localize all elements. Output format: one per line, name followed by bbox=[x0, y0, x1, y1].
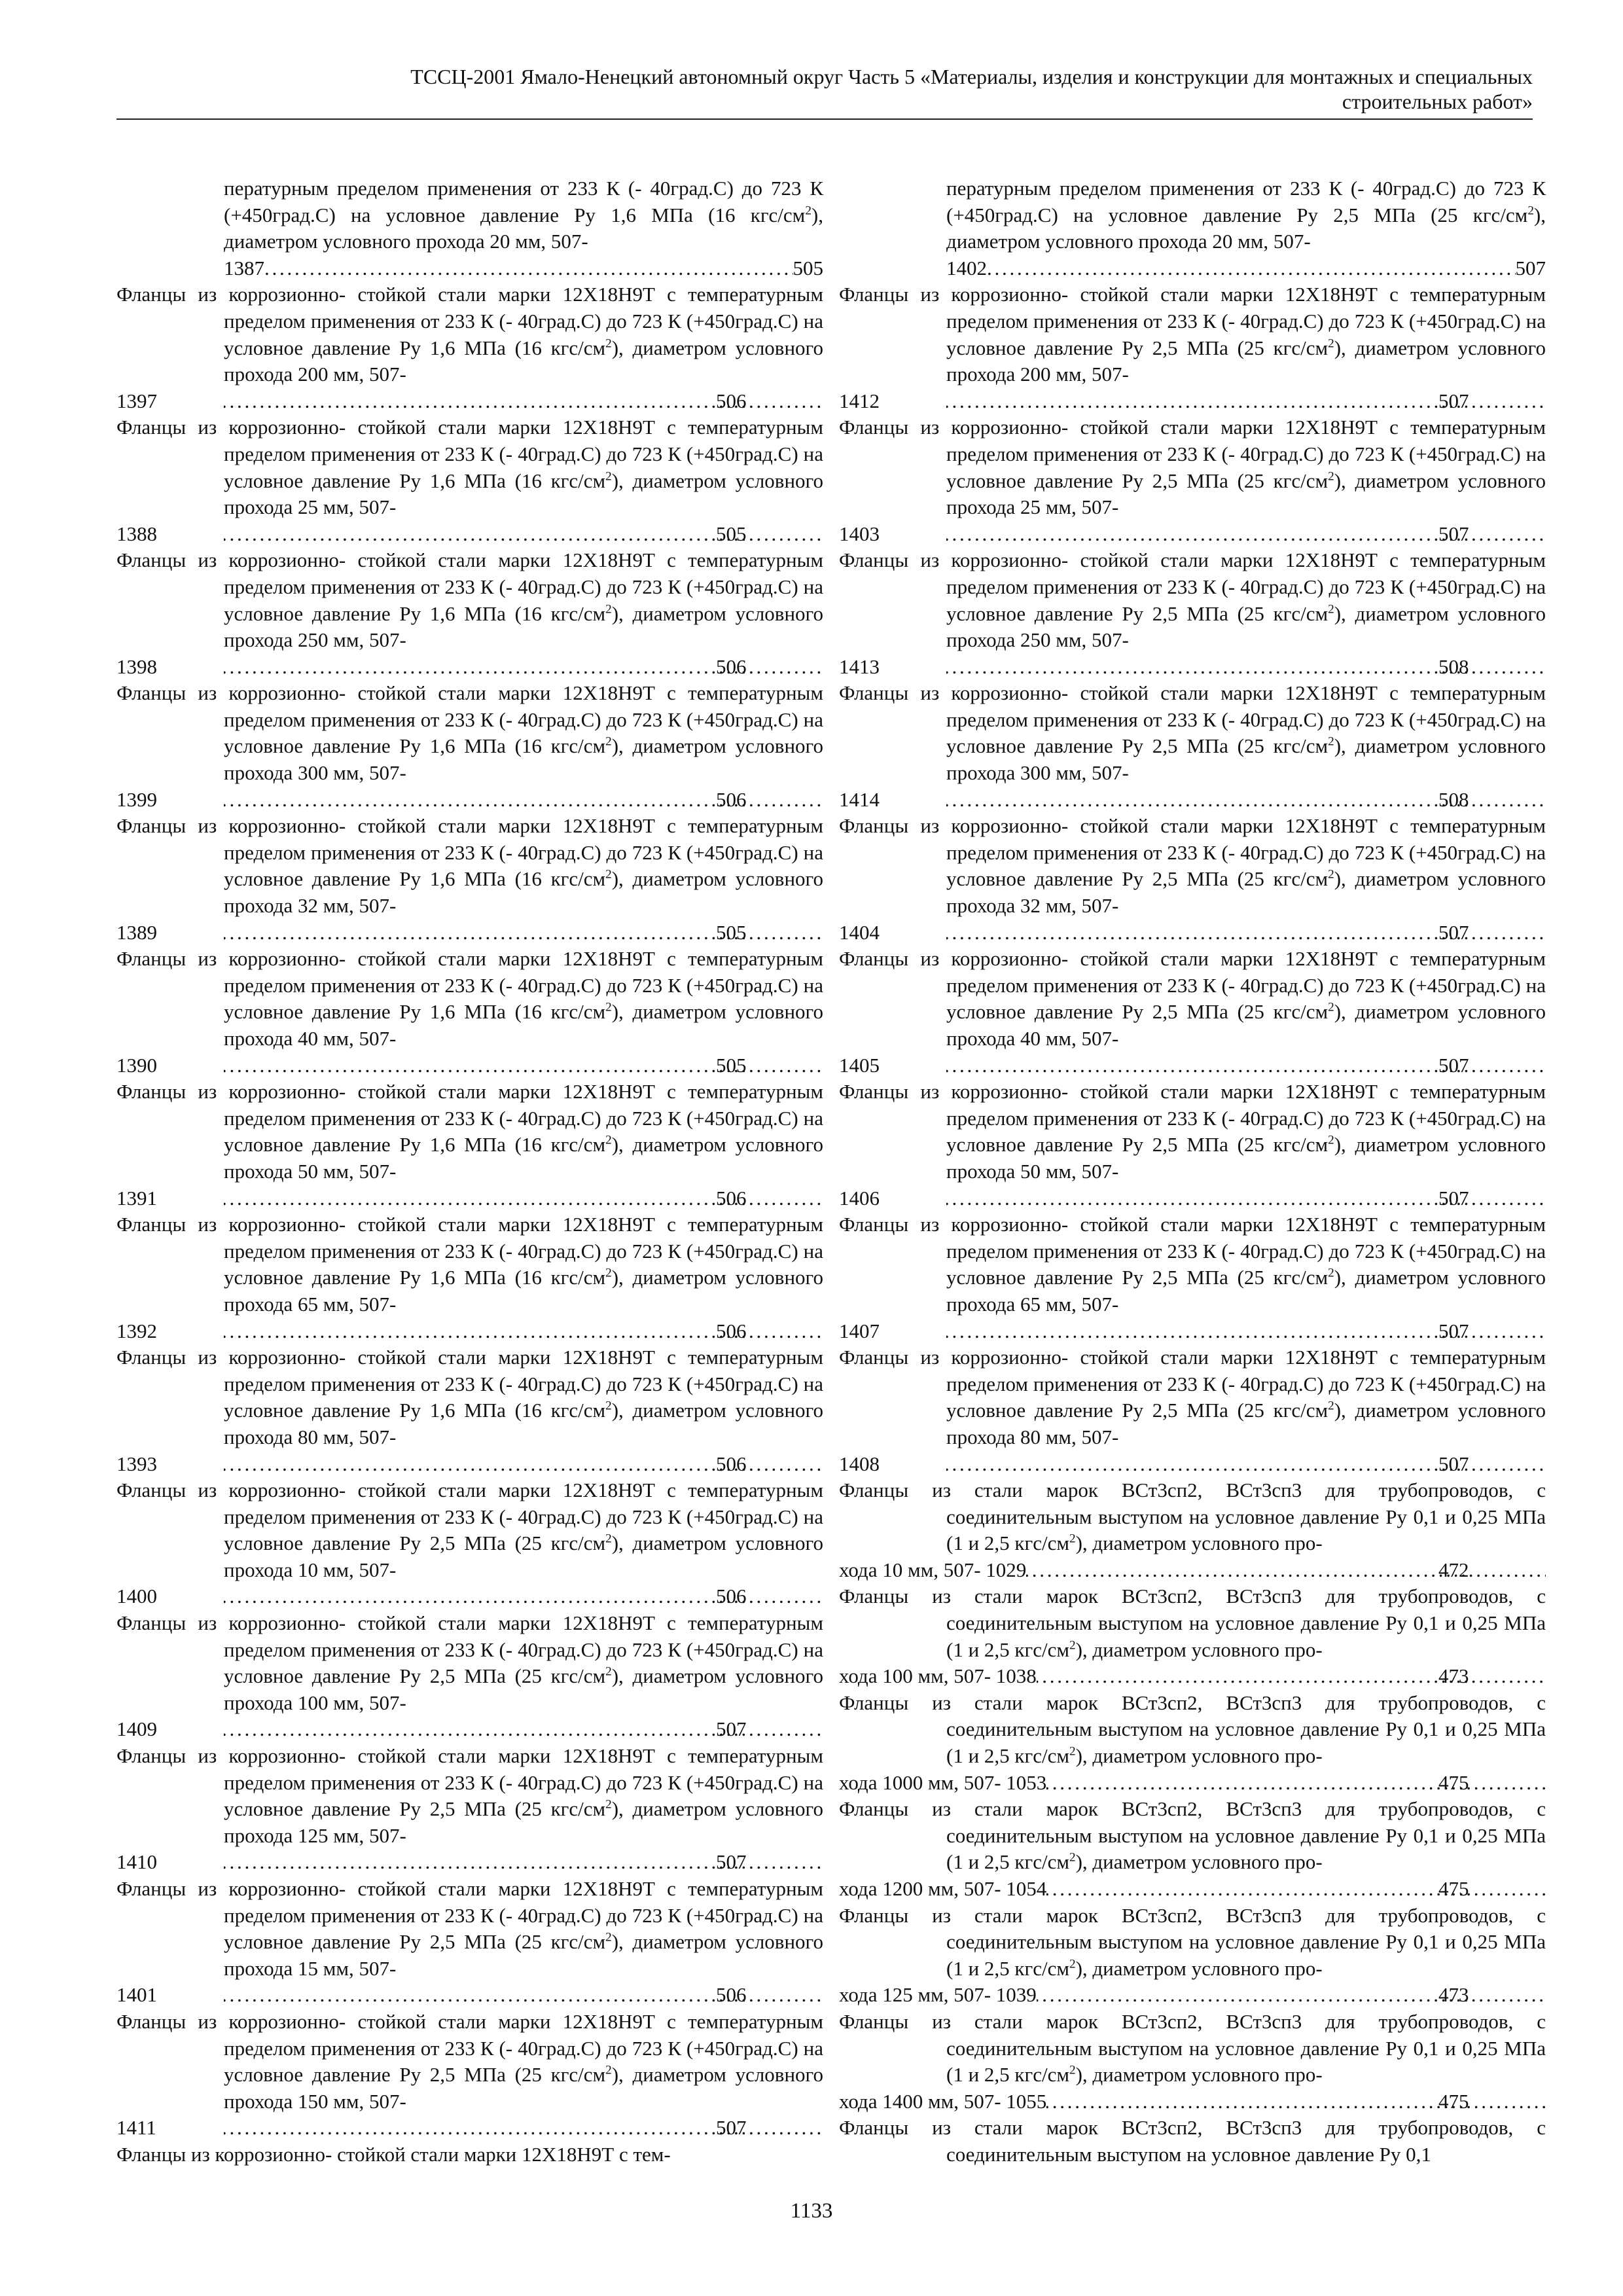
index-entry: Фланцы из коррозионно- стойкой стали марки 12Х18Н9Т с температурным пределом применения от 233 К (- 40град.С) до 723 К (+450град.С) на условное давление Ру 1,6 МПа (16 кгс/$см^2$), диаметром условного прохода 200 мм, 507- 1397 . . . 506 bbox=[116, 281, 823, 414]
index-entry-code: хода 100 мм, 507- 1038 bbox=[839, 1664, 1037, 1688]
page-header bbox=[116, 64, 1533, 114]
index-entry-text: Фланцы из коррозионно- стойкой стали марки 12Х18Н9Т с температурным пределом применения от 233 К (- 40град.С) до 723 К (+450град.С) на условное давление Ру 2,5 МПа (25 кгс/$см^2$), диаметром условного прохода 65 мм, 507- bbox=[839, 1213, 1546, 1316]
index-entry: Фланцы из коррозионно- стойкой стали марки 12Х18Н9Т с температурным пределом применения от 233 К (- 40град.С) до 723 К (+450град.С) на условное давление Ру 2,5 МПа (25 кгс/$см^2$), диаметром условного прохода 250 мм, 507- 1413 . . . 508 bbox=[839, 547, 1546, 680]
index-entry bbox=[839, 2115, 1546, 2168]
dot-leader bbox=[1046, 1876, 1546, 1903]
index-column-right bbox=[839, 175, 1546, 2168]
index-entry: Фланцы из коррозионно- стойкой стали марки 12Х18Н9Т с температурным пределом применения от 233 К (- 40град.С) до 723 К (+450град.С) на условное давление Ру 1,6 МПа (16 кгс/$см^2$), диаметром условного прохода 50 мм, 507- 1391 . . . 506 bbox=[116, 1079, 823, 1211]
dot-leader bbox=[264, 255, 793, 282]
index-entry-text: Фланцы из коррозионно- стойкой стали марки 12Х18Н9Т с температурным пределом применения от 233 К (- 40град.С) до 723 К (+450град.С) на условное давление Ру 2,5 МПа (25 кгс/$см^2$), диаметром условного прохода 300 мм, 507- bbox=[839, 681, 1546, 785]
index-entry: Фланцы из стали марок ВСт3сп2, ВСт3сп3 для трубопроводов, с соединительным выступом на условное давление Ру 0,1 и 0,25 МПа (1 и 2,5 кгс/$см^2$), диаметром условного про- хода 1000 мм, 507- 1053 . . . 475 bbox=[839, 1690, 1546, 1796]
header-title-line-2: строительных работ» bbox=[1342, 90, 1533, 113]
index-entry-text: Фланцы из коррозионно- стойкой стали марки 12Х18Н9Т с температурным пределом применения от 233 К (- 40град.С) до 723 К (+450град.С) на условное давление Ру 1,6 МПа (16 кгс/$см^2$), диаметром условного прохода 40 мм, 507- bbox=[116, 947, 823, 1050]
index-column-left bbox=[116, 175, 823, 2168]
index-entry: Фланцы из коррозионно- стойкой стали марки 12Х18Н9Т с температурным пределом применения от 233 К (- 40град.С) до 723 К (+450град.С) на условное давление Ру 2,5 МПа (25 кгс/$см^2$), диаметром условного прохода 32 мм, 507- 1404 . . . 507 bbox=[839, 813, 1546, 946]
index-entry-text: Фланцы из коррозионно- стойкой стали марки 12Х18Н9Т с температурным пределом применения от 233 К (- 40град.С) до 723 К (+450град.С) на условное давление Ру 2,5 МПа (25 кгс/$см^2$), диаметром условного прохода 125 мм, 507- bbox=[116, 1744, 823, 1847]
index-entry: Фланцы из коррозионно- стойкой стали марки 12Х18Н9Т с температурным пределом применения от 233 К (- 40град.С) до 723 К (+450град.С) на условное давление Ру 1,6 МПа (16 кгс/$см^2$), диаметром условного прохода 250 мм, 507- 1398 . . . 506 bbox=[116, 547, 823, 680]
dot-leader bbox=[1037, 1663, 1546, 1690]
index-entry-text: Фланцы из коррозионно- стойкой стали марки 12Х18Н9Т с тем- bbox=[116, 2142, 671, 2166]
index-entry-text: Фланцы из стали марок ВСт3сп2, ВСт3сп3 для трубопроводов, с соединительным выступом на условное давление Ру 0,1 и 0,25 МПа (1 и 2,5 кгс/$см^2$), диаметром условного про- bbox=[839, 1691, 1546, 1768]
dot-leader bbox=[1037, 1982, 1546, 2009]
index-entry-text: Фланцы из коррозионно- стойкой стали марки 12Х18Н9Т с температурным пределом применения от 233 К (- 40град.С) до 723 К (+450град.С) на условное давление Ру 2,5 МПа (25 кгс/$см^2$), диаметром условного прохода 200 мм, 507- bbox=[839, 283, 1546, 386]
index-entry-text: Фланцы из коррозионно- стойкой стали марки 12Х18Н9Т с температурным пределом применения от 233 К (- 40град.С) до 723 К (+450град.С) на условное давление Ру 2,5 МПа (25 кгс/$см^2$), диаметром условного прохода 15 мм, 507- bbox=[116, 1877, 823, 1980]
index-entry: Фланцы из коррозионно- стойкой стали марки 12Х18Н9Т с температурным пределом применения от 233 К (- 40град.С) до 723 К (+450град.С) на условное давление Ру 1,6 МПа (16 кгс/$см^2$), диаметром условного прохода 25 мм, 507- 1388 . . . 505 bbox=[116, 414, 823, 547]
index-entry: Фланцы из коррозионно- стойкой стали марки 12Х18Н9Т с температурным пределом применения от 233 К (- 40град.С) до 723 К (+450град.С) на условное давление Ру 2,5 МПа (25 кгс/$см^2$), диаметром условного прохода 25 мм, 507- 1403 . . . 507 bbox=[839, 414, 1546, 547]
index-entry: Фланцы из коррозионно- стойкой стали марки 12Х18Н9Т с температурным пределом применения от 233 К (- 40град.С) до 723 К (+450град.С) на условное давление Ру 2,5 МПа (25 кгс/$см^2$), диаметром условного прохода 125 мм, 507- 1410 . . . 507 bbox=[116, 1743, 823, 1876]
index-entry-text: Фланцы из коррозионно- стойкой стали марки 12Х18Н9Т с температурным пределом применения от 233 К (- 40град.С) до 723 К (+450град.С) на условное давление Ру 1,6 МПа (16 кгс/$см^2$), диаметром условного прохода 25 мм, 507- bbox=[116, 416, 823, 519]
index-entry-text: Фланцы из коррозионно- стойкой стали марки 12Х18Н9Т с температурным пределом применения от 233 К (- 40град.С) до 723 К (+450град.С) на условное давление Ру 2,5 МПа (25 кгс/$см^2$), диаметром условного прохода 32 мм, 507- bbox=[839, 814, 1546, 918]
index-entry-code: 1387 bbox=[224, 256, 264, 279]
dot-leader bbox=[987, 255, 1516, 282]
index-entry-text: Фланцы из стали марок ВСт3сп2, ВСт3сп3 для трубопроводов, с соединительным выступом на условное давление Ру 0,1 и 0,25 МПа (1 и 2,5 кгс/$см^2$), диаметром условного про- bbox=[839, 1479, 1546, 1555]
index-entry-text: Фланцы из коррозионно- стойкой стали марки 12Х18Н9Т с температурным пределом применения от 233 К (- 40град.С) до 723 К (+450град.С) на условное давление Ру 1,6 МПа (16 кгс/$см^2$), диаметром условного прохода 65 мм, 507- bbox=[116, 1213, 823, 1316]
index-entry-text: Фланцы из коррозионно- стойкой стали марки 12Х18Н9Т с температурным пределом применения от 233 К (- 40град.С) до 723 К (+450град.С) на условное давление Ру 1,6 МПа (16 кгс/$см^2$), диаметром условного прохода 250 мм, 507- bbox=[116, 548, 823, 652]
index-entry bbox=[839, 175, 1546, 281]
index-entry: Фланцы из коррозионно- стойкой стали марки 12Х18Н9Т с температурным пределом применения от 233 К (- 40град.С) до 723 К (+450град.С) на условное давление Ру 2,5 МПа (25 кгс/$см^2$), диаметром условного прохода 50 мм, 507- 1406 . . . 507 bbox=[839, 1079, 1546, 1211]
index-entry-text: Фланцы из коррозионно- стойкой стали марки 12Х18Н9Т с температурным пределом применения от 233 К (- 40град.С) до 723 К (+450град.С) на условное давление Ру 2,5 МПа (25 кгс/$см^2$), диаметром условного прохода 10 мм, 507- bbox=[116, 1479, 823, 1581]
index-entry bbox=[116, 175, 823, 281]
index-entry-code: хода 1200 мм, 507- 1054 bbox=[839, 1877, 1047, 1900]
index-entry: Фланцы из коррозионно- стойкой стали марки 12Х18Н9Т с температурным пределом применения от 233 К (- 40град.С) до 723 К (+450град.С) на условное давление Ру 2,5 МПа (25 кгс/$см^2$), диаметром условного прохода 150 мм, 507- 1411 . . . 507 bbox=[116, 2009, 823, 2142]
index-entry-text: Фланцы из стали марок ВСт3сп2, ВСт3сп3 для трубопроводов, с соединительным выступом на условное давление Ру 0,1 и 0,25 МПа (1 и 2,5 кгс/$см^2$), диаметром условного про- bbox=[839, 2009, 1546, 2087]
index-entry-text: Фланцы из коррозионно- стойкой стали марки 12Х18Н9Т с температурным пределом применения от 233 К (- 40град.С) до 723 К (+450град.С) на условное давление Ру 2,5 МПа (25 кгс/$см^2$), диаметром условного прохода 150 мм, 507- bbox=[116, 2009, 823, 2113]
index-entry: Фланцы из коррозионно- стойкой стали марки 12Х18Н9Т с температурным пределом применения от 233 К (- 40град.С) до 723 К (+450град.С) на условное давление Ру 2,5 МПа (25 кгс/$см^2$), диаметром условного прохода 65 мм, 507- 1407 . . . 507 bbox=[839, 1211, 1546, 1344]
page-number: 1133 bbox=[790, 2199, 833, 2223]
index-entry-page: 505 bbox=[793, 256, 823, 279]
index-entry: Фланцы из коррозионно- стойкой стали марки 12Х18Н9Т с температурным пределом применения от 233 К (- 40град.С) до 723 К (+450град.С) на условное давление Ру 1,6 МПа (16 кгс/$см^2$), диаметром условного прохода 80 мм, 507- 1393 . . . 506 bbox=[116, 1344, 823, 1477]
index-entry-page: 507 bbox=[1515, 256, 1546, 279]
index-entry: Фланцы из коррозионно- стойкой стали марки 12Х18Н9Т с температурным пределом применения от 233 К (- 40град.С) до 723 К (+450град.С) на условное давление Ру 1,6 МПа (16 кгс/$см^2$), диаметром условного прохода 32 мм, 507- 1389 . . . 505 bbox=[116, 813, 823, 946]
index-entry-text: Фланцы из коррозионно- стойкой стали марки 12Х18Н9Т с температурным пределом применения от 233 К (- 40град.С) до 723 К (+450град.С) на условное давление Ру 2,5 МПа (25 кгс/$см^2$), диаметром условного прохода 50 мм, 507- bbox=[839, 1080, 1546, 1183]
index-entry-code: 1402 bbox=[946, 256, 987, 279]
index-entry-text: Фланцы из коррозионно- стойкой стали марки 12Х18Н9Т с температурным пределом применения от 233 К (- 40град.С) до 723 К (+450град.С) на условное давление Ру 1,6 МПа (16 кгс/$см^2$), диаметром условного прохода 32 мм, 507- bbox=[116, 814, 823, 918]
index-entry: Фланцы из коррозионно- стойкой стали марки 12Х18Н9Т с температурным пределом применения от 233 К (- 40град.С) до 723 К (+450град.С) на условное давление Ру 1,6 МПа (16 кгс/$см^2$), диаметром условного прохода 40 мм, 507- 1390 . . . 505 bbox=[116, 946, 823, 1079]
index-entry: Фланцы из стали марок ВСт3сп2, ВСт3сп3 для трубопроводов, с соединительным выступом на условное давление Ру 0,1 и 0,25 МПа (1 и 2,5 кгс/$см^2$), диаметром условного про- хода 1400 мм, 507- 1055 . . . 475 bbox=[839, 2009, 1546, 2115]
index-entry: Фланцы из коррозионно- стойкой стали марки 12Х18Н9Т с температурным пределом применения от 233 К (- 40град.С) до 723 К (+450град.С) на условное давление Ру 2,5 МПа (25 кгс/$см^2$), диаметром условного прохода 80 мм, 507- 1408 . . . 507 bbox=[839, 1344, 1546, 1477]
index-entry-code: хода 10 мм, 507- 1029 bbox=[839, 1558, 1027, 1581]
index-entry: Фланцы из стали марок ВСт3сп2, ВСт3сп3 для трубопроводов, с соединительным выступом на условное давление Ру 0,1 и 0,25 МПа (1 и 2,5 кгс/$см^2$), диаметром условного про- хода 100 мм, 507- 1038 . . . 473 bbox=[839, 1583, 1546, 1689]
index-entry-text: Фланцы из коррозионно- стойкой стали марки 12Х18Н9Т с температурным пределом применения от 233 К (- 40град.С) до 723 К (+450град.С) на условное давление Ру 2,5 МПа (25 кгс/$см^2$), диаметром условного прохода 250 мм, 507- bbox=[839, 548, 1546, 652]
index-entry: Фланцы из коррозионно- стойкой стали марки 12Х18Н9Т с температурным пределом применения от 233 К (- 40град.С) до 723 К (+450град.С) на условное давление Ру 1,6 МПа (16 кгс/$см^2$), диаметром условного прохода 300 мм, 507- 1399 . . . 506 bbox=[116, 680, 823, 813]
index-entry: Фланцы из коррозионно- стойкой стали марки 12Х18Н9Т с температурным пределом применения от 233 К (- 40град.С) до 723 К (+450град.С) на условное давление Ру 2,5 МПа (25 кгс/$см^2$), диаметром условного прохода 200 мм, 507- 1412 . . . 507 bbox=[839, 281, 1546, 414]
index-entry: Фланцы из стали марок ВСт3сп2, ВСт3сп3 для трубопроводов, с соединительным выступом на условное давление Ру 0,1 и 0,25 МПа (1 и 2,5 кгс/$см^2$), диаметром условного про- хода 10 мм, 507- 1029 . . . 472 bbox=[839, 1477, 1546, 1583]
index-entry-text: Фланцы из коррозионно- стойкой стали марки 12Х18Н9Т с температурным пределом применения от 233 К (- 40град.С) до 723 К (+450град.С) на условное давление Ру 1,6 МПа (16 кгс/$см^2$), диаметром условного прохода 80 мм, 507- bbox=[116, 1346, 823, 1448]
index-entry-text: Фланцы из коррозионно- стойкой стали марки 12Х18Н9Т с температурным пределом применения от 233 К (- 40град.С) до 723 К (+450град.С) на условное давление Ру 2,5 МПа (25 кгс/$см^2$), диаметром условного прохода 100 мм, 507- bbox=[116, 1611, 823, 1714]
index-entry-code: хода 125 мм, 507- 1039 bbox=[839, 1983, 1037, 2007]
index-entry: Фланцы из стали марок ВСт3сп2, ВСт3сп3 для трубопроводов, с соединительным выступом на условное давление Ру 0,1 и 0,25 МПа (1 и 2,5 кгс/$см^2$), диаметром условного про- хода 125 мм, 507- 1039 . . . 473 bbox=[839, 1903, 1546, 2009]
index-entry: Фланцы из коррозионно- стойкой стали марки 12Х18Н9Т с температурным пределом применения от 233 К (- 40град.С) до 723 К (+450град.С) на условное давление Ру 2,5 МПа (25 кгс/$см^2$), диаметром условного прохода 100 мм, 507- 1409 . . . 507 bbox=[116, 1610, 823, 1743]
index-entry-code: хода 1000 мм, 507- 1053 bbox=[839, 1770, 1047, 1794]
index-entry-text: Фланцы из стали марок ВСт3сп2, ВСт3сп3 для трубопроводов, с соединительным выступом на условное давление Ру 0,1 и 0,25 МПа (1 и 2,5 кгс/$см^2$), диаметром условного про- bbox=[839, 1797, 1546, 1874]
index-entry-text: Фланцы из стали марок ВСт3сп2, ВСт3сп3 для трубопроводов, с соединительным выступом на условное давление Ру 0,1 и 0,25 МПа (1 и 2,5 кгс/$см^2$), диаметром условного про- bbox=[839, 1585, 1546, 1661]
header-divider bbox=[116, 118, 1533, 120]
index-entry: Фланцы из коррозионно- стойкой стали марки 12Х18Н9Т с температурным пределом применения от 233 К (- 40град.С) до 723 К (+450град.С) на условное давление Ру 1,6 МПа (16 кгс/$см^2$), диаметром условного прохода 65 мм, 507- 1392 . . . 506 bbox=[116, 1211, 823, 1344]
dot-leader bbox=[1046, 2089, 1546, 2115]
index-entry: Фланцы из коррозионно- стойкой стали марки 12Х18Н9Т с температурным пределом применения от 233 К (- 40град.С) до 723 К (+450град.С) на условное давление Ру 2,5 МПа (25 кгс/$см^2$), диаметром условного прохода 40 мм, 507- 1405 . . . 507 bbox=[839, 946, 1546, 1079]
header-title-line-1: ТССЦ-2001 Ямало-Ненецкий автономный округ Часть 5 «Материалы, изделия и конструкции для монтажных и специальных bbox=[410, 65, 1533, 88]
index-entry-text: Фланцы из коррозионно- стойкой стали марки 12Х18Н9Т с температурным пределом применения от 233 К (- 40град.С) до 723 К (+450град.С) на условное давление Ру 1,6 МПа (16 кгс/$см^2$), диаметром условного прохода 300 мм, 507- bbox=[116, 681, 823, 785]
index-entry-text: Фланцы из коррозионно- стойкой стали марки 12Х18Н9Т с температурным пределом применения от 233 К (- 40град.С) до 723 К (+450град.С) на условное давление Ру 2,5 МПа (25 кгс/$см^2$), диаметром условного прохода 25 мм, 507- bbox=[839, 416, 1546, 519]
index-entry: Фланцы из стали марок ВСт3сп2, ВСт3сп3 для трубопроводов, с соединительным выступом на условное давление Ру 0,1 и 0,25 МПа (1 и 2,5 кгс/$см^2$), диаметром условного про- хода 1200 мм, 507- 1054 . . . 475 bbox=[839, 1796, 1546, 1902]
index-entry-text: Фланцы из коррозионно- стойкой стали марки 12Х18Н9Т с температурным пределом применения от 233 К (- 40град.С) до 723 К (+450град.С) на условное давление Ру 1,6 МПа (16 кгс/$см^2$), диаметром условного прохода 200 мм, 507- bbox=[116, 283, 823, 386]
index-entry-text: Фланцы из коррозионно- стойкой стали марки 12Х18Н9Т с температурным пределом применения от 233 К (- 40град.С) до 723 К (+450град.С) на условное давление Ру 2,5 МПа (25 кгс/$см^2$), диаметром условного прохода 80 мм, 507- bbox=[839, 1346, 1546, 1448]
index-entry-text: пературным пределом применения от 233 К (- 40град.С) до 723 К (+450град.С) на условное давление Ру 1,6 МПа (16 кгс/$см^2$), диаметром условного прохода 20 мм, 507- bbox=[224, 177, 823, 253]
index-entry-text: пературным пределом применения от 233 К (- 40град.С) до 723 К (+450град.С) на условное давление Ру 2,5 МПа (25 кгс/$см^2$), диаметром условного прохода 20 мм, 507- bbox=[946, 177, 1546, 253]
index-entry: Фланцы из коррозионно- стойкой стали марки 12Х18Н9Т с температурным пределом применения от 233 К (- 40град.С) до 723 К (+450град.С) на условное давление Ру 2,5 МПа (25 кгс/$см^2$), диаметром условного прохода 10 мм, 507- 1400 . . . 506 bbox=[116, 1477, 823, 1610]
index-entry bbox=[116, 2142, 823, 2168]
index-entry-text: Фланцы из стали марок ВСт3сп2, ВСт3сп3 для трубопроводов, с соединительным выступом на условное давление Ру 0,1 bbox=[839, 2116, 1546, 2166]
index-entry: Фланцы из коррозионно- стойкой стали марки 12Х18Н9Т с температурным пределом применения от 233 К (- 40град.С) до 723 К (+450град.С) на условное давление Ру 2,5 МПа (25 кгс/$см^2$), диаметром условного прохода 15 мм, 507- 1401 . . . 506 bbox=[116, 1876, 823, 2009]
dot-leader bbox=[1046, 1770, 1546, 1797]
index-entry: Фланцы из коррозионно- стойкой стали марки 12Х18Н9Т с температурным пределом применения от 233 К (- 40град.С) до 723 К (+450град.С) на условное давление Ру 2,5 МПа (25 кгс/$см^2$), диаметром условного прохода 300 мм, 507- 1414 . . . 508 bbox=[839, 680, 1546, 813]
index-entry-text: Фланцы из коррозионно- стойкой стали марки 12Х18Н9Т с температурным пределом применения от 233 К (- 40град.С) до 723 К (+450град.С) на условное давление Ру 2,5 МПа (25 кгс/$см^2$), диаметром условного прохода 40 мм, 507- bbox=[839, 947, 1546, 1050]
index-entry-code: хода 1400 мм, 507- 1055 bbox=[839, 2089, 1047, 2113]
index-entry-text: Фланцы из коррозионно- стойкой стали марки 12Х18Н9Т с температурным пределом применения от 233 К (- 40град.С) до 723 К (+450град.С) на условное давление Ру 1,6 МПа (16 кгс/$см^2$), диаметром условного прохода 50 мм, 507- bbox=[116, 1080, 823, 1183]
index-entry-text: Фланцы из стали марок ВСт3сп2, ВСт3сп3 для трубопроводов, с соединительным выступом на условное давление Ру 0,1 и 0,25 МПа (1 и 2,5 кгс/$см^2$), диаметром условного про- bbox=[839, 1903, 1546, 1980]
